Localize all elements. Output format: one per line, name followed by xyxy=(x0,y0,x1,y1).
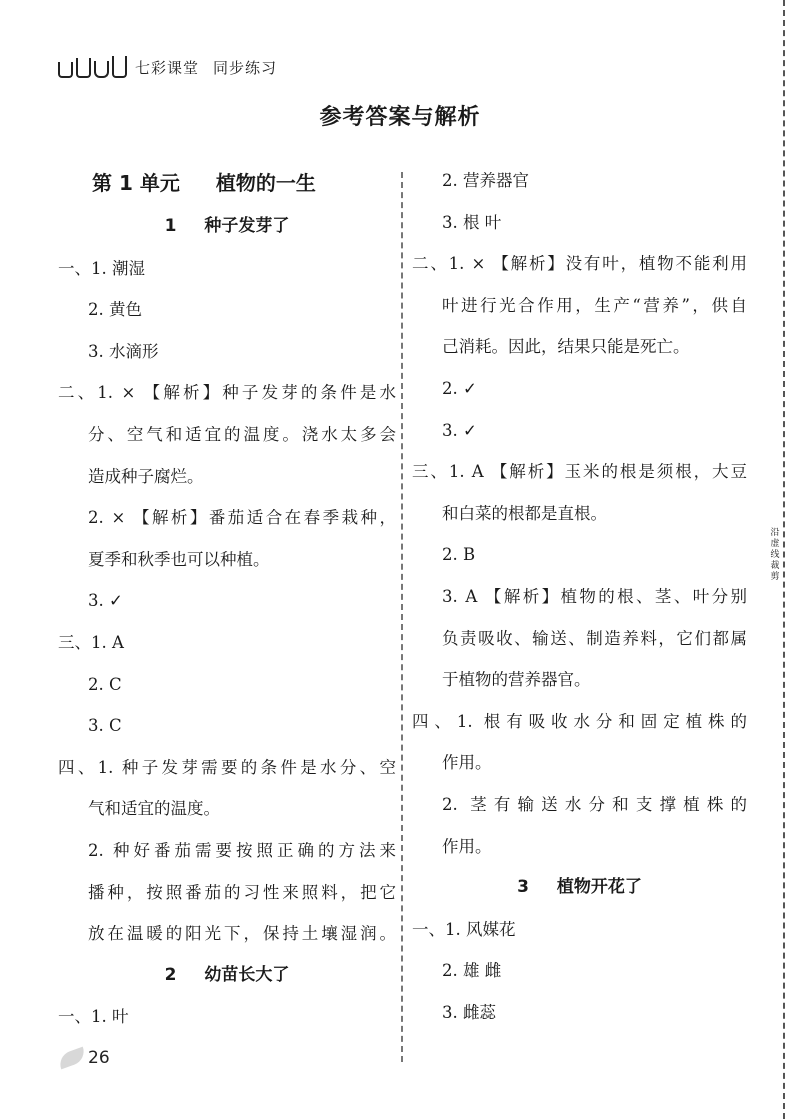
answer-line: 播种，按照番茄的习性来照料，把它 xyxy=(88,882,396,902)
header-text xyxy=(135,57,277,78)
answer-line: 2. ✓ xyxy=(442,378,477,398)
answer-line: 3. 雌蕊 xyxy=(442,1002,496,1022)
leaf-icon xyxy=(56,1047,87,1070)
answer-line: 2. 雄 雌 xyxy=(442,961,502,981)
page-title: 参考答案与解析 xyxy=(319,105,481,130)
answer-line: 气和适宜的温度。 xyxy=(88,799,220,819)
answer-line: 2. 茎有输送水分和支撑植株的 xyxy=(442,794,747,814)
answer-line: 3. 水滴形 xyxy=(88,341,159,361)
right-column xyxy=(412,160,747,1033)
page-header xyxy=(58,38,277,78)
answer-line: 夏季和秋季也可以种植。 xyxy=(88,549,270,569)
cut-guide-text: 沿虚线裁剪 xyxy=(768,528,782,583)
page-number: 26 xyxy=(88,1048,110,1068)
answer-line: 和白菜的根都是直根。 xyxy=(442,503,607,523)
answer-line: 3. C xyxy=(88,716,122,736)
answer-line: 四、1. 种子发芽需要的条件是水分、空 xyxy=(58,757,396,777)
answer-line: 作用。 xyxy=(442,753,492,773)
answer-line: 于植物的营养器官。 xyxy=(442,670,591,690)
answer-line: 3. A 【解析】植物的根、茎、叶分别 xyxy=(442,586,747,606)
answer-line: 作用。 xyxy=(442,836,492,856)
unit-number: 第 1 单元 xyxy=(92,171,180,195)
lesson-heading-1: 1 种子发芽了 xyxy=(164,216,290,236)
page-number-area xyxy=(58,1048,110,1068)
answer-line: 2. C xyxy=(88,674,122,694)
answer-line: 一、1. 叶 xyxy=(58,1007,129,1027)
answer-line: 负责吸收、输送、制造养料，它们都属 xyxy=(442,628,747,648)
answer-line: 二、1. × 【解析】没有叶，植物不能利用 xyxy=(412,254,747,274)
answer-line: 2. B xyxy=(442,545,476,565)
answer-line: 2. 种好番茄需要按照正确的方法来 xyxy=(88,840,396,860)
answer-line: 3. ✓ xyxy=(88,591,123,611)
lesson-heading-3: 3 植物开花了 xyxy=(517,877,642,898)
lesson-heading-2: 2 幼苗长大了 xyxy=(164,964,290,985)
left-column xyxy=(58,160,396,1038)
answer-line: 2. × 【解析】番茄适合在春季栽种， xyxy=(88,508,396,528)
answer-line: 一、1. 潮湿 xyxy=(58,258,145,278)
cut-guide-line xyxy=(783,0,785,1119)
column-divider xyxy=(401,172,403,1062)
answer-line: 二、1. × 【解析】种子发芽的条件是水 xyxy=(58,383,396,403)
brand-name: 七彩课堂 xyxy=(135,59,200,77)
flask-logo-icon xyxy=(58,56,127,78)
answer-line: 分、空气和适宜的温度。浇水太多会 xyxy=(88,424,396,444)
series-name: 同步练习 xyxy=(213,59,278,77)
answer-line: 3. 根 叶 xyxy=(442,212,502,232)
unit-heading xyxy=(58,160,396,206)
answer-line: 2. 黄色 xyxy=(88,300,142,320)
answer-line: 己消耗。因此，结果只能是死亡。 xyxy=(442,337,690,357)
answer-line: 2. 营养器官 xyxy=(442,171,529,190)
answer-line: 三、1. A 【解析】玉米的根是须根，大豆 xyxy=(412,462,747,482)
answer-line: 一、1. 风媒花 xyxy=(412,919,516,939)
answer-line: 三、1. A xyxy=(58,632,124,652)
answer-line: 造成种子腐烂。 xyxy=(88,466,204,486)
answer-line: 放在温暖的阳光下，保持土壤湿润。 xyxy=(88,924,396,944)
unit-name: 植物的一生 xyxy=(215,171,316,195)
answer-line: 叶进行光合作用，生产“营养”，供自 xyxy=(442,295,747,315)
answer-line: 3. ✓ xyxy=(442,420,477,440)
answer-line: 四、1. 根有吸收水分和固定植株的 xyxy=(412,711,747,731)
